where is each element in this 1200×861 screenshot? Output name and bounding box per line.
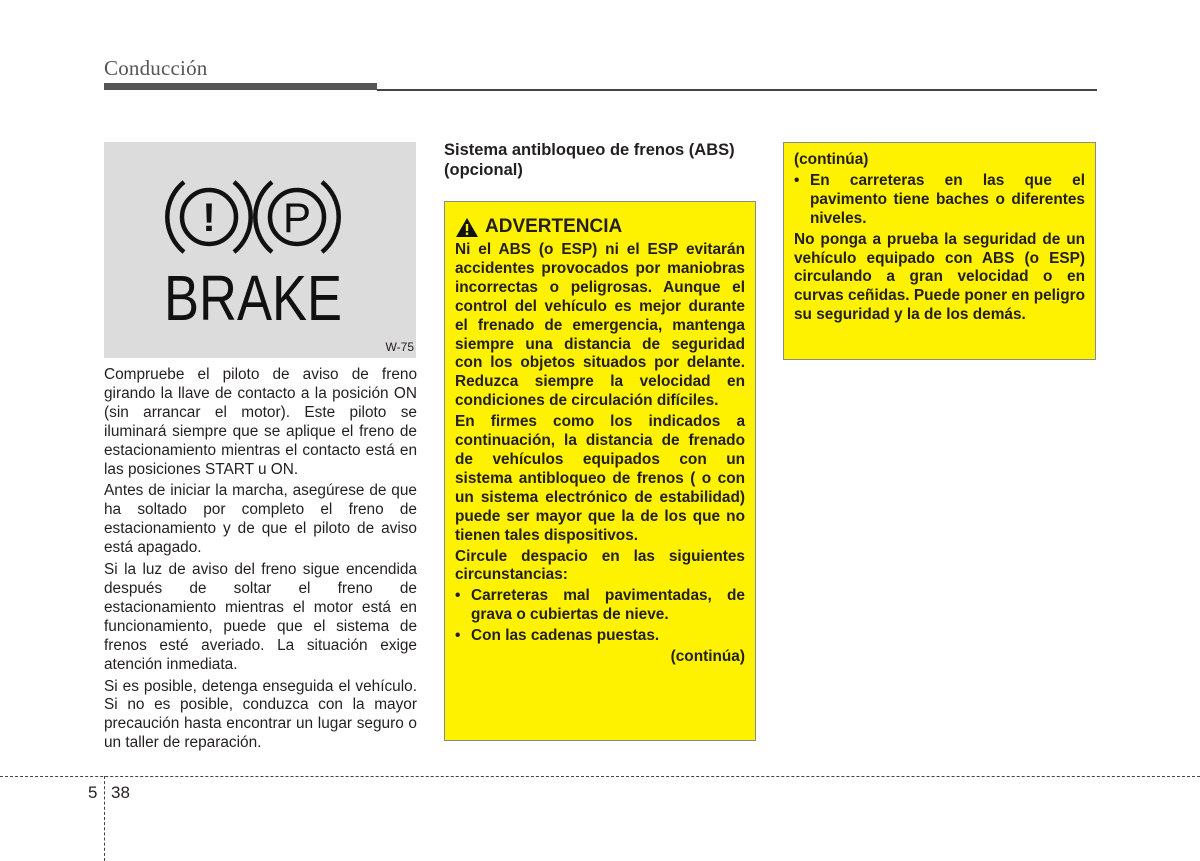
bullet-dot: • bbox=[455, 587, 461, 605]
warning-title bbox=[455, 216, 745, 238]
continued-warning-box bbox=[783, 142, 1096, 360]
page-header-title: Conducción bbox=[104, 56, 208, 80]
continued-heading: (continúa) bbox=[794, 151, 869, 168]
header-rule-thin bbox=[377, 89, 1097, 91]
parking-letter: P bbox=[282, 194, 312, 241]
paragraph: Si es posible, detenga enseguida el vehículo. Si no es posible, conduzca con la mayor precaución hasta encontrar un lugar seguro o un taller de reparación. bbox=[104, 677, 417, 752]
warning-paragraph: Ni el ABS (o ESP) ni el ESP evitarán accidentes provocados por maniobras incorrectas o peligrosas. Aunque el control del vehículo es mejor durante el frenado de emergencia, mantenga siempre una distancia de seguridad con los objetos situados por delante. Reduzca siempre la velocidad en condiciones de circulación difíciles. bbox=[455, 241, 745, 410]
warning-paragraph: Circule despacio en las siguientes circunstancias: bbox=[455, 547, 745, 584]
page-number: 38 bbox=[111, 783, 130, 802]
footer-divider bbox=[104, 776, 105, 861]
left-column-text bbox=[104, 366, 417, 756]
bullet-dot: • bbox=[794, 171, 800, 189]
warning-bullet bbox=[455, 587, 745, 625]
warning-triangle-icon bbox=[455, 217, 479, 238]
section-title: Sistema antibloqueo de frenos (ABS) (opcional) bbox=[444, 141, 735, 179]
warning-bullet-text: Carreteras mal pavimentadas, de grava o cubiertas de nieve. bbox=[471, 587, 745, 624]
warning-bullet bbox=[455, 627, 745, 646]
continued-bullet-text: En carreteras en las que el pavimento tiene baches o diferentes niveles. bbox=[810, 171, 1085, 227]
header-rule-thick bbox=[104, 83, 377, 90]
warning-continued: (continúa) bbox=[670, 648, 745, 666]
figure-code: W-75 bbox=[385, 340, 414, 354]
exclamation-mark: ! bbox=[202, 196, 216, 240]
brake-warning-figure bbox=[104, 142, 416, 358]
bullet-dot: • bbox=[455, 627, 461, 645]
warning-bullet-text: Con las cadenas puestas. bbox=[471, 627, 660, 645]
paragraph: Compruebe el piloto de aviso de freno girando la llave de contacto a la posición ON (sin arrancar el motor). Este piloto se iluminará siempre que se aplique el freno de estacionamiento mientras el contacto está en las posiciones START u ON. bbox=[104, 366, 417, 478]
paragraph: Si la luz de aviso del freno sigue encendida después de soltar el freno de estacionamiento mientras el motor está en funcionamiento, puede que el sistema de frenos esté averiado. La situación exige atención inmediata. bbox=[104, 561, 417, 673]
continued-paragraph: No ponga a prueba la seguridad de un vehículo equipado con ABS (o ESP) circulando a gran velocidad o en curvas ceñidas. Puede poner en peligro su seguridad y la de los demás. bbox=[794, 230, 1085, 324]
continued-bullet bbox=[794, 172, 1085, 229]
brake-label: BRAKE bbox=[164, 262, 342, 334]
warning-box bbox=[444, 201, 756, 741]
warning-title-text: ADVERTENCIA bbox=[485, 216, 623, 237]
footer-rule bbox=[0, 776, 1200, 777]
brake-warning-light-icon bbox=[104, 142, 416, 358]
section-number: 5 bbox=[88, 783, 98, 802]
warning-paragraph: En firmes como los indicados a continuación, la distancia de frenado de vehículos equipados con un sistema antibloqueo de frenos ( o con un sistema electrónico de estabilidad) puede ser mayor que la de los que no tienen tales dispositivos. bbox=[455, 413, 745, 544]
paragraph: Antes de iniciar la marcha, asegúrese de que ha soltado por completo el freno de estacionamiento y de que el piloto de aviso está apagado. bbox=[104, 482, 417, 557]
